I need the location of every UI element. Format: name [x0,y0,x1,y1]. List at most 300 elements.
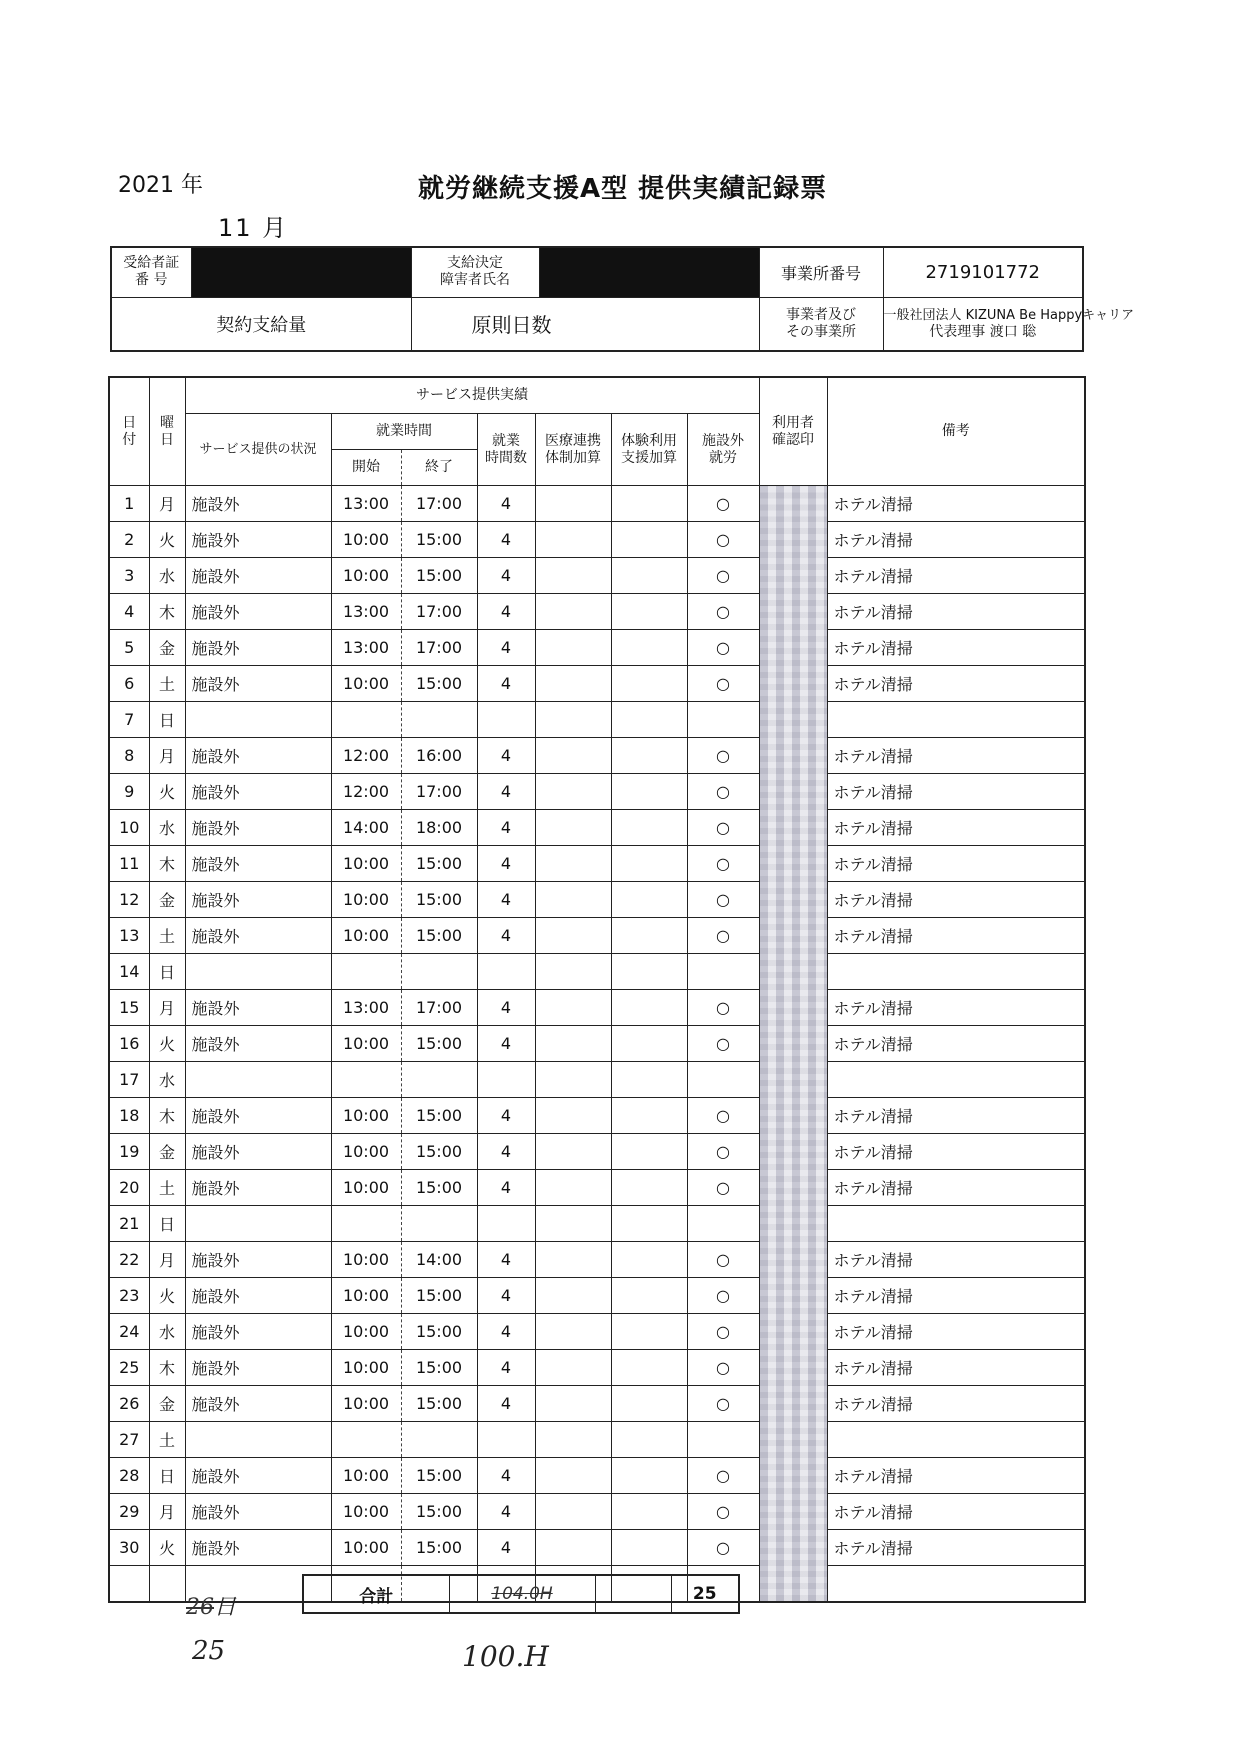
user-confirm-cell [759,630,827,666]
redacted-seal [760,1566,827,1602]
end-time-cell: 18:00 [401,810,477,846]
remarks-cell: ホテル清掃 [827,630,1085,666]
day-cell: 28 [109,1458,149,1494]
hours-cell: 4 [477,810,535,846]
user-confirm-cell [759,738,827,774]
user-confirm-cell [759,882,827,918]
day-cell: 9 [109,774,149,810]
hours-cell: 4 [477,990,535,1026]
user-confirm-cell [759,1566,827,1603]
weekday-cell: 金 [149,1134,185,1170]
trial-cell [611,1026,687,1062]
trial-cell [611,1098,687,1134]
weekday-cell: 火 [149,1278,185,1314]
start-time-cell [331,1422,401,1458]
start-time-cell: 13:00 [331,990,401,1026]
offsite-cell: ○ [687,810,759,846]
end-time-cell [401,954,477,990]
start-time-cell: 10:00 [331,1134,401,1170]
redacted-seal [760,774,827,810]
start-time-cell: 10:00 [331,882,401,918]
user-confirm-cell [759,1206,827,1242]
start-time-cell: 10:00 [331,1314,401,1350]
office-no-value: 2719101772 [883,247,1083,297]
redacted-seal [760,738,827,774]
medical-cell [535,666,611,702]
service-status-cell: 施設外 [185,990,331,1026]
start-time-cell: 10:00 [331,1026,401,1062]
remarks-cell: ホテル清掃 [827,738,1085,774]
remarks-cell [827,954,1085,990]
medical-cell [535,1242,611,1278]
redacted-seal [760,1026,827,1062]
medical-cell [535,954,611,990]
weekday-cell: 木 [149,846,185,882]
total-hours-struck: 104.0H [449,1575,595,1613]
service-status-cell: 施設外 [185,594,331,630]
offsite-cell: ○ [687,1278,759,1314]
medical-cell [535,522,611,558]
table-row [109,1062,1085,1098]
weekday-cell: 金 [149,1386,185,1422]
user-confirm-cell [759,1314,827,1350]
weekday-cell: 日 [149,1458,185,1494]
decision-label: 支給決定 障害者氏名 [411,247,539,297]
service-status-cell: 施設外 [185,1350,331,1386]
offsite-cell [687,1062,759,1098]
remarks-cell: ホテル清掃 [827,918,1085,954]
medical-cell [535,918,611,954]
col-hours-count-header: 就業 時間数 [477,414,535,486]
weekday-cell [149,1566,185,1603]
service-status-cell: 施設外 [185,1530,331,1566]
table-row [109,594,1085,630]
hours-cell: 4 [477,1098,535,1134]
user-confirm-cell [759,666,827,702]
day-cell: 30 [109,1530,149,1566]
day-cell: 23 [109,1278,149,1314]
table-row [109,1278,1085,1314]
operator-label: 事業者及び その事業所 [759,297,883,351]
day-cell [109,1566,149,1603]
offsite-cell: ○ [687,1314,759,1350]
end-time-cell: 15:00 [401,1170,477,1206]
col-service-status-header: サービス提供の状況 [185,414,331,486]
remarks-cell: ホテル清掃 [827,1530,1085,1566]
weekday-cell: 月 [149,486,185,522]
offsite-cell: ○ [687,486,759,522]
medical-cell [535,882,611,918]
hours-cell: 4 [477,486,535,522]
weekday-cell: 月 [149,990,185,1026]
start-time-cell: 12:00 [331,774,401,810]
table-row [109,486,1085,522]
offsite-cell: ○ [687,1098,759,1134]
offsite-cell: ○ [687,882,759,918]
day-cell: 27 [109,1422,149,1458]
service-status-cell: 施設外 [185,630,331,666]
medical-cell [535,1170,611,1206]
user-confirm-cell [759,1386,827,1422]
service-record-table [108,376,1086,1603]
trial-cell [611,630,687,666]
end-time-cell [401,1062,477,1098]
table-row [109,558,1085,594]
medical-cell [535,738,611,774]
table-row [109,1350,1085,1386]
redacted-seal [760,1386,827,1422]
remarks-cell: ホテル清掃 [827,522,1085,558]
trial-cell [611,1278,687,1314]
day-cell: 26 [109,1386,149,1422]
remarks-cell: ホテル清掃 [827,1026,1085,1062]
remarks-cell [827,1062,1085,1098]
trial-cell [611,810,687,846]
day-cell: 12 [109,882,149,918]
redacted-seal [760,702,827,738]
weekday-cell: 土 [149,666,185,702]
redacted-seal [760,1314,827,1350]
total-offsite-count: 25 [671,1575,739,1613]
service-status-cell: 施設外 [185,1386,331,1422]
user-confirm-cell [759,918,827,954]
recipient-id-redacted [191,247,411,297]
start-time-cell: 10:00 [331,846,401,882]
offsite-cell: ○ [687,1494,759,1530]
offsite-cell: ○ [687,630,759,666]
day-cell: 14 [109,954,149,990]
service-status-cell: 施設外 [185,1278,331,1314]
table-row [109,882,1085,918]
col-start-header: 開始 [331,450,401,486]
service-status-cell: 施設外 [185,1098,331,1134]
offsite-cell [687,702,759,738]
trial-cell [611,702,687,738]
hours-cell: 4 [477,1530,535,1566]
hours-cell [477,702,535,738]
medical-cell [535,1494,611,1530]
table-row [109,1458,1085,1494]
hours-cell: 4 [477,522,535,558]
redacted-seal [760,630,827,666]
start-time-cell: 10:00 [331,558,401,594]
operator-name: 一般社団法人 KIZUNA Be Happyキャリア 代表理事 渡口 聡 [883,297,1083,351]
end-time-cell: 15:00 [401,1026,477,1062]
redacted-seal [760,1134,827,1170]
hours-cell: 4 [477,1494,535,1530]
remarks-cell [827,1566,1085,1603]
redacted-seal [760,558,827,594]
start-time-cell: 10:00 [331,1530,401,1566]
medical-cell [535,558,611,594]
offsite-cell: ○ [687,738,759,774]
weekday-cell: 金 [149,630,185,666]
end-time-cell: 15:00 [401,1098,477,1134]
offsite-cell: ○ [687,558,759,594]
service-status-cell: 施設外 [185,1458,331,1494]
service-status-cell: 施設外 [185,1494,331,1530]
end-time-cell [401,702,477,738]
user-confirm-cell [759,1350,827,1386]
user-confirm-cell [759,1062,827,1098]
start-time-cell: 10:00 [331,1170,401,1206]
total-empty-cell [595,1575,671,1613]
contract-amount-label: 契約支給量 [111,297,411,351]
user-confirm-cell [759,810,827,846]
start-time-cell: 10:00 [331,1278,401,1314]
redacted-seal [760,1278,827,1314]
trial-cell [611,1242,687,1278]
offsite-cell [687,1206,759,1242]
redacted-seal [760,954,827,990]
trial-cell [611,1350,687,1386]
redacted-seal [760,1458,827,1494]
hours-cell [477,954,535,990]
user-confirm-cell [759,1242,827,1278]
hours-cell: 4 [477,1458,535,1494]
day-cell: 13 [109,918,149,954]
start-time-cell [331,954,401,990]
weekday-cell: 月 [149,738,185,774]
remarks-cell: ホテル清掃 [827,1314,1085,1350]
service-status-cell: 施設外 [185,882,331,918]
user-confirm-cell [759,1026,827,1062]
service-status-cell: 施設外 [185,738,331,774]
medical-cell [535,1134,611,1170]
service-results-header: サービス提供実績 [185,377,759,414]
user-confirm-cell [759,1278,827,1314]
start-time-cell: 10:00 [331,522,401,558]
table-row [109,918,1085,954]
day-cell: 3 [109,558,149,594]
weekday-cell: 日 [149,1206,185,1242]
end-time-cell: 15:00 [401,1278,477,1314]
medical-cell [535,486,611,522]
offsite-cell: ○ [687,846,759,882]
trial-cell [611,1206,687,1242]
table-row [109,954,1085,990]
trial-cell [611,918,687,954]
office-no-label: 事業所番号 [759,247,883,297]
col-weekday-header: 曜 日 [149,377,185,486]
user-confirm-cell [759,990,827,1026]
hours-cell: 4 [477,738,535,774]
weekday-cell: 水 [149,1314,185,1350]
table-row [109,666,1085,702]
end-time-cell: 17:00 [401,486,477,522]
redacted-seal [760,882,827,918]
table-row [109,1134,1085,1170]
col-medical-header: 医療連携 体制加算 [535,414,611,486]
hours-cell [477,1062,535,1098]
redacted-seal [760,486,827,522]
day-cell: 19 [109,1134,149,1170]
weekday-cell: 火 [149,1530,185,1566]
hours-cell: 4 [477,1386,535,1422]
remarks-cell: ホテル清掃 [827,1170,1085,1206]
medical-cell [535,774,611,810]
start-time-cell: 10:00 [331,1350,401,1386]
end-time-cell: 17:00 [401,594,477,630]
end-time-cell: 15:00 [401,882,477,918]
medical-cell [535,846,611,882]
weekday-cell: 木 [149,594,185,630]
service-status-cell: 施設外 [185,558,331,594]
trial-cell [611,1134,687,1170]
header-info-table [110,246,1135,352]
end-time-cell [401,1422,477,1458]
col-remarks-header: 備考 [827,377,1085,486]
col-offsite-header: 施設外 就労 [687,414,759,486]
redacted-seal [760,990,827,1026]
medical-cell [535,1026,611,1062]
end-time-cell: 15:00 [401,1134,477,1170]
weekday-cell: 木 [149,1098,185,1134]
hours-cell: 4 [477,1350,535,1386]
trial-cell [611,594,687,630]
table-row [109,1026,1085,1062]
day-cell: 22 [109,1242,149,1278]
offsite-cell: ○ [687,1242,759,1278]
start-time-cell: 13:00 [331,486,401,522]
remarks-cell: ホテル清掃 [827,1458,1085,1494]
remarks-cell: ホテル清掃 [827,810,1085,846]
end-time-cell: 15:00 [401,1458,477,1494]
service-status-cell: 施設外 [185,774,331,810]
hours-cell: 4 [477,1242,535,1278]
table-row [109,702,1085,738]
table-row [109,630,1085,666]
service-status-cell [185,1206,331,1242]
table-row [109,990,1085,1026]
user-confirm-cell [759,1530,827,1566]
redacted-seal [760,810,827,846]
hours-cell: 4 [477,1278,535,1314]
medical-cell [535,1278,611,1314]
redacted-seal [760,846,827,882]
medical-cell [535,1098,611,1134]
service-status-cell: 施設外 [185,522,331,558]
weekday-cell: 日 [149,702,185,738]
remarks-cell: ホテル清掃 [827,990,1085,1026]
weekday-cell: 水 [149,558,185,594]
end-time-cell: 15:00 [401,522,477,558]
weekday-cell: 土 [149,1170,185,1206]
table-row [109,1386,1085,1422]
service-status-cell [185,1422,331,1458]
hours-cell: 4 [477,882,535,918]
trial-cell [611,486,687,522]
table-row [109,1530,1085,1566]
redacted-seal [760,1350,827,1386]
redacted-seal [760,1530,827,1566]
trial-cell [611,1458,687,1494]
day-cell: 16 [109,1026,149,1062]
medical-cell [535,990,611,1026]
service-status-cell: 施設外 [185,1134,331,1170]
principle-days-label: 原則日数 [471,313,552,338]
hours-cell: 4 [477,630,535,666]
trial-cell [611,738,687,774]
table-row [109,1494,1085,1530]
trial-cell [611,1422,687,1458]
record-rows [109,486,1085,1603]
offsite-cell: ○ [687,1170,759,1206]
redacted-seal [760,1062,827,1098]
handwritten-hours: 100.H [462,1640,549,1673]
start-time-cell [331,702,401,738]
day-cell: 5 [109,630,149,666]
col-work-hours-header: 就業時間 [331,414,477,450]
hours-cell [477,1206,535,1242]
service-status-cell: 施設外 [185,918,331,954]
user-confirm-cell [759,522,827,558]
end-time-cell: 15:00 [401,1530,477,1566]
hours-cell: 4 [477,594,535,630]
end-time-cell: 15:00 [401,666,477,702]
start-time-cell [331,1062,401,1098]
day-cell: 18 [109,1098,149,1134]
remarks-cell: ホテル清掃 [827,774,1085,810]
offsite-cell: ○ [687,774,759,810]
table-row [109,738,1085,774]
medical-cell [535,1422,611,1458]
table-row [109,846,1085,882]
trial-cell [611,1170,687,1206]
day-cell: 11 [109,846,149,882]
weekday-cell: 日 [149,954,185,990]
trial-cell [611,522,687,558]
day-cell: 17 [109,1062,149,1098]
day-cell: 29 [109,1494,149,1530]
redacted-seal [760,1098,827,1134]
trial-cell [611,1494,687,1530]
redacted-seal [760,918,827,954]
remarks-cell: ホテル清掃 [827,1386,1085,1422]
start-time-cell: 12:00 [331,738,401,774]
service-status-cell [185,954,331,990]
trial-cell [611,846,687,882]
end-time-cell: 17:00 [401,774,477,810]
redacted-seal [760,1494,827,1530]
remarks-cell [827,1422,1085,1458]
trial-cell [611,1530,687,1566]
user-confirm-cell [759,1494,827,1530]
offsite-cell: ○ [687,1386,759,1422]
weekday-cell: 木 [149,1350,185,1386]
offsite-cell: ○ [687,666,759,702]
start-time-cell: 10:00 [331,1386,401,1422]
table-row [109,1098,1085,1134]
service-status-cell: 施設外 [185,1026,331,1062]
medical-cell [535,702,611,738]
user-confirm-cell [759,702,827,738]
service-status-cell [185,702,331,738]
end-time-cell: 15:00 [401,1314,477,1350]
col-end-header: 終了 [401,450,477,486]
table-row [109,774,1085,810]
weekday-cell: 水 [149,810,185,846]
service-status-cell: 施設外 [185,1242,331,1278]
redacted-seal [760,594,827,630]
trial-cell [611,990,687,1026]
remarks-cell: ホテル清掃 [827,1494,1085,1530]
user-confirm-cell [759,954,827,990]
hours-cell: 4 [477,1026,535,1062]
weekday-cell: 月 [149,1494,185,1530]
user-confirm-cell [759,846,827,882]
medical-cell [535,1062,611,1098]
